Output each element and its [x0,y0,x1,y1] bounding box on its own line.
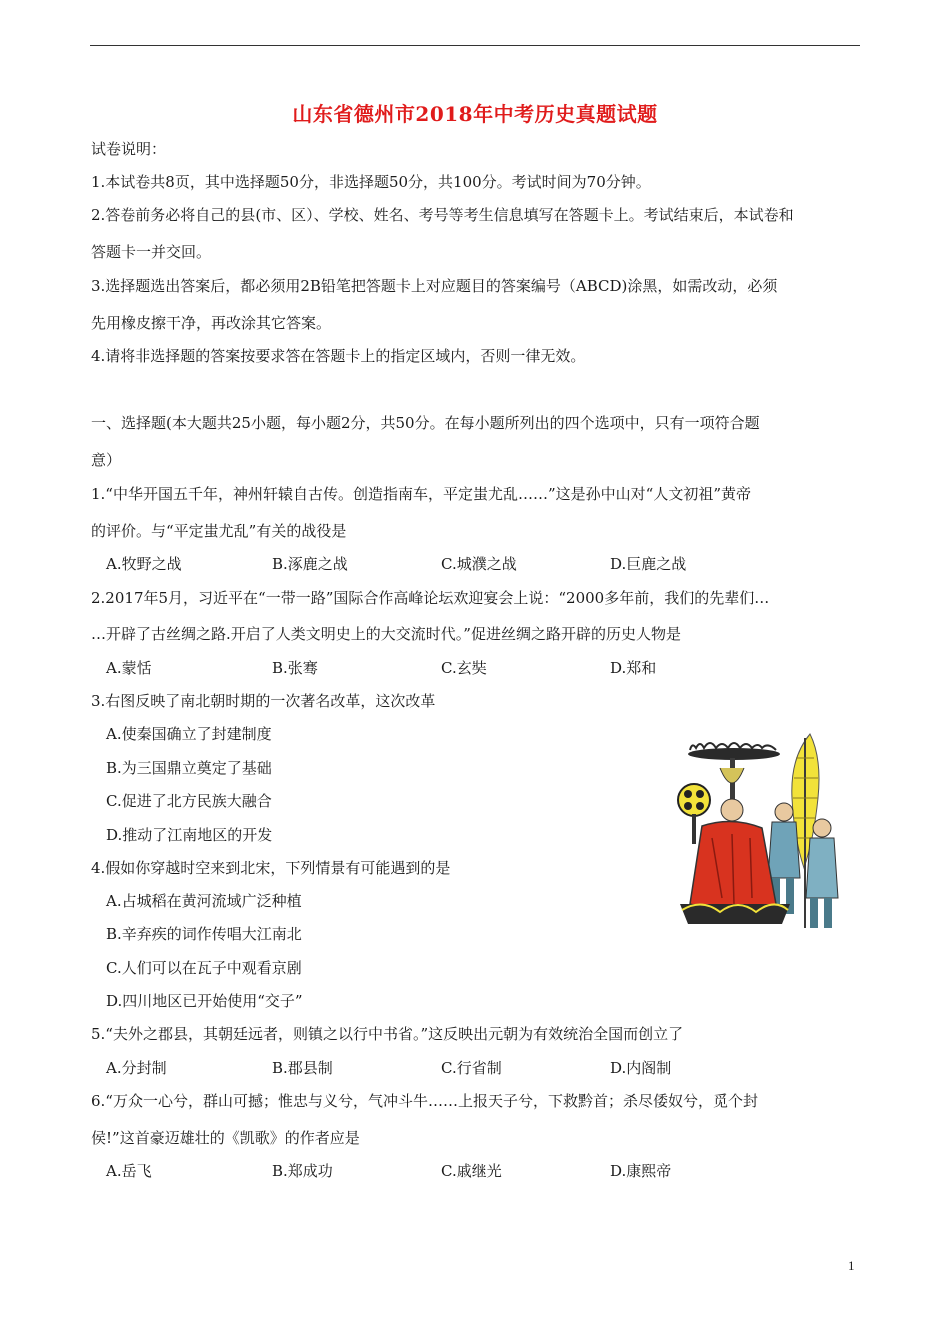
question-3-option-d: D.推动了江南地区的开发 [106,826,273,844]
question-6-option-d: D.康熙帝 [610,1162,672,1180]
instruction-line: 1.本试卷共8页，其中选择题50分，非选择题50分，共100分。考试时间为70分钟。 [91,173,651,191]
emperor-procession-illustration [672,728,846,940]
question-1-option-b: B.涿鹿之战 [272,555,348,573]
question-1-stem: 1.“中华开国五千年，神州轩辕自古传。创造指南车，平定蚩尤乱……”这是孙中山对“人文初祖”黄帝 [91,485,751,503]
instruction-line: 先用橡皮擦干净，再改涂其它答案。 [91,314,332,332]
question-1-option-a: A.牧野之战 [106,555,182,573]
question-4-option-b: B.辛弃疾的词作传唱大江南北 [106,925,302,943]
question-2-option-b: B.张骞 [272,659,318,677]
question-2-option-c: C.玄奘 [441,659,487,677]
question-3-option-a: A.使秦国确立了封建制度 [106,725,272,743]
header-rule [90,45,860,46]
question-6-stem: 6.“万众一心兮，群山可撼；惟忠与义兮，气冲斗牛……上报天子兮，下救黔首；杀尽倭奴兮，觅个封 [91,1092,758,1110]
question-1-stem-cont: 的评价。与“平定蚩尤乱”有关的战役是 [91,522,347,540]
instruction-line: 3.选择题选出答案后，都必须用2B铅笔把答题卡上对应题目的答案编号（ABCD)涂黑，如需改动，必须 [91,277,778,295]
instructions-heading: 试卷说明： [91,140,167,158]
page-number: 1 [848,1258,855,1273]
question-2-stem-cont: …开辟了古丝绸之路.开启了人类文明史上的大交流时代。”促进丝绸之路开辟的历史人物是 [91,625,681,643]
question-4-option-d: D.四川地区已开始使用“交子” [106,992,303,1010]
question-6-stem-cont: 侯!”这首豪迈雄壮的《凯歌》的作者应是 [91,1129,360,1147]
question-3-option-c: C.促进了北方民族大融合 [106,792,272,810]
question-5-option-b: B.郡县制 [272,1059,333,1077]
question-2-option-d: D.郑和 [610,659,657,677]
question-3-option-b: B.为三国鼎立奠定了基础 [106,759,272,777]
section-heading-cont: 意） [91,451,122,469]
document-title: 山东省德州市2018年中考历史真题试题 [292,102,658,126]
question-5-option-a: A.分封制 [106,1059,167,1077]
question-5-option-c: C.行省制 [441,1059,502,1077]
question-6-option-c: C.戚继光 [441,1162,502,1180]
question-5-option-d: D.内阁制 [610,1059,672,1077]
question-6-option-a: A.岳飞 [106,1162,152,1180]
question-4-stem: 4.假如你穿越时空来到北宋，下列情景有可能遇到的是 [91,859,451,877]
question-6-option-b: B.郑成功 [272,1162,333,1180]
question-2-stem: 2.2017年5月，习近平在“一带一路”国际合作高峰论坛欢迎宴会上说：“2000多年前，我们的先辈们… [91,589,770,607]
question-4-option-c: C.人们可以在瓦子中观看京剧 [106,959,302,977]
question-1-option-c: C.城濮之战 [441,555,517,573]
instruction-line: 4.请将非选择题的答案按要求答在答题卡上的指定区域内，否则一律无效。 [91,347,586,365]
instruction-line: 答题卡一并交回。 [91,243,212,261]
instruction-line: 2.答卷前务必将自己的县(市、区）、学校、姓名、考号等考生信息填写在答题卡上。考试结束后，本试卷和 [91,206,794,224]
question-3-stem: 3.右图反映了南北朝时期的一次著名改革，这次改革 [91,692,436,710]
question-5-stem: 5.“夫外之郡县，其朝廷远者，则镇之以行中书省。”这反映出元朝为有效统治全国而创立了 [91,1025,684,1043]
question-4-option-a: A.占城稻在黄河流域广泛种植 [106,892,302,910]
question-1-option-d: D.巨鹿之战 [610,555,687,573]
question-2-option-a: A.蒙恬 [106,659,152,677]
section-heading: 一、选择题(本大题共25小题，每小题2分，共50分。在每小题所列出的四个选项中，只有一项符合题 [91,414,760,432]
